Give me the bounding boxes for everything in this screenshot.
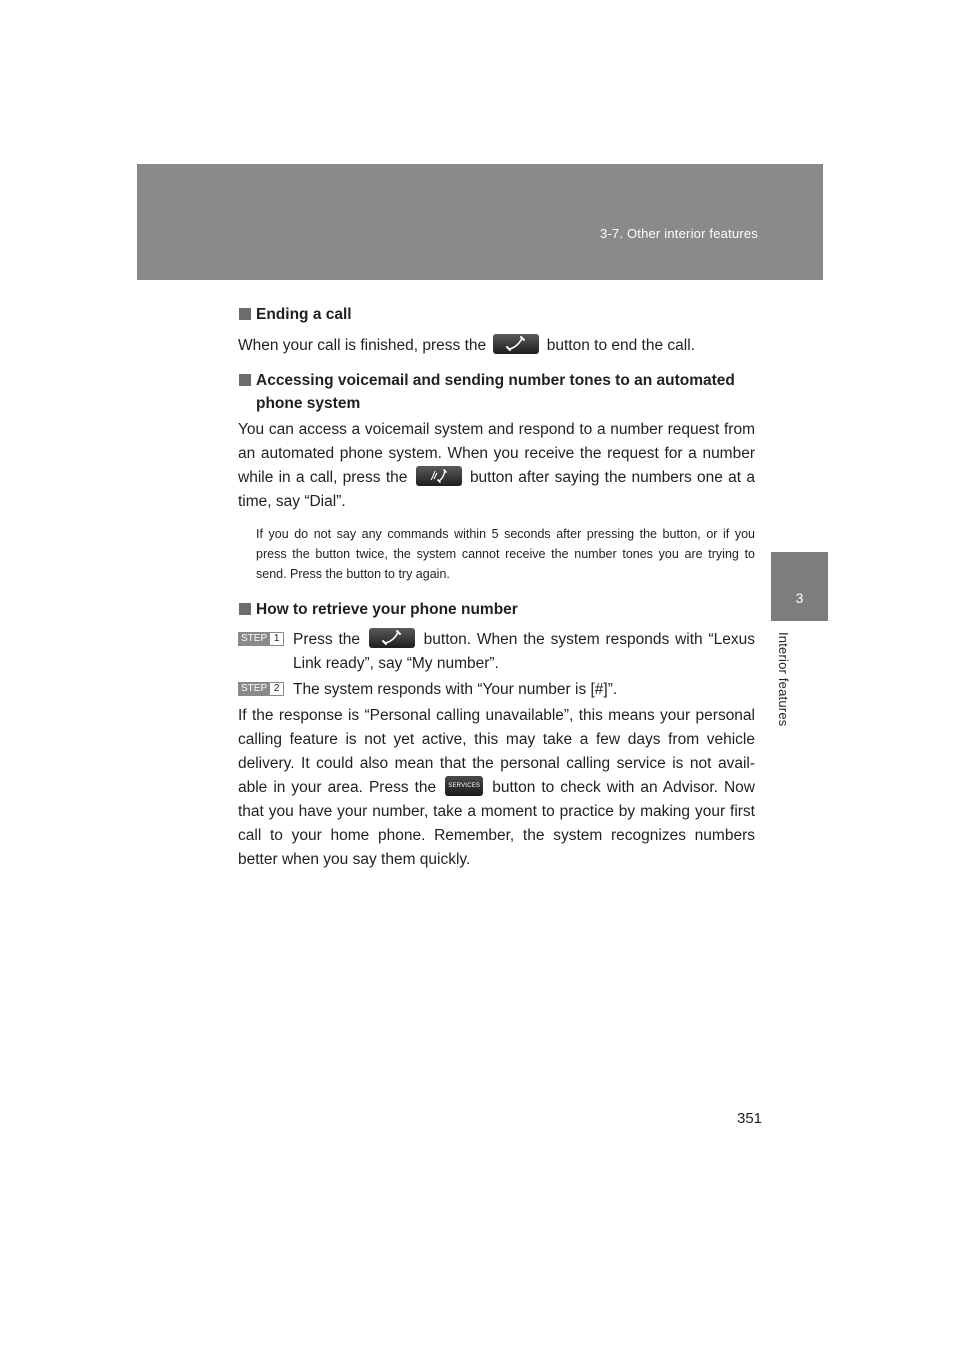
step-word: STEP (241, 683, 268, 694)
services-button-icon: SERVICES (445, 776, 483, 796)
step-word: STEP (241, 633, 268, 644)
paragraph-personal-calling (238, 704, 755, 872)
text-segment: If the response is “Personal calling unavailable”, this means your personal calling feature is not yet active, this may take a few days from vehicle delivery. It could also mean that the personal calling service is not avail- able in your area. Press the (238, 707, 755, 796)
chapter-label: Interior features (776, 632, 791, 727)
voice-talk-icon (416, 466, 462, 486)
chapter-tab (771, 552, 828, 621)
phone-handset-icon (493, 334, 539, 354)
step-number: 2 (269, 682, 284, 696)
text-segment: button to end the call. (546, 337, 695, 354)
section-label: 3-7. Other interior features (599, 226, 758, 241)
heading-voicemail: Accessing voicemail and sending number tones to an automated phone system (238, 369, 755, 415)
text-segment: The system responds with “Your number is [#]”. (293, 681, 618, 698)
text-segment: button after saying the numbers one at a time, say “Dial”. (238, 469, 755, 510)
heading-retrieve-number: How to retrieve your phone number (238, 598, 755, 621)
step-2 (238, 678, 755, 702)
text-segment: Press the (293, 631, 360, 648)
text-segment: button to check with an Advisor. Now that you have your number, take a moment to practice by making your first call to your home phone. Remember, the system recognizes numbers better when you say them quickly. (238, 779, 755, 868)
text-segment: You can access a voicemail system and respond to a number request from an automated phone system. When you receive the request for a number while in a call, press the (238, 421, 755, 486)
header-band (137, 164, 823, 280)
paragraph-ending-call (238, 334, 755, 358)
step-badge (238, 632, 284, 646)
text-segment: When your call is finished, press the (238, 337, 487, 354)
text-segment: button. When the system responds with “Lexus Link ready”, say “My number”. (293, 631, 755, 672)
paragraph-voicemail (238, 418, 755, 514)
phone-handset-icon (369, 628, 415, 648)
step-number: 1 (269, 632, 284, 646)
main-content (238, 303, 755, 872)
heading-ending-call: Ending a call (238, 303, 755, 326)
step-1 (238, 628, 755, 676)
page-number: 351 (737, 1110, 763, 1127)
chapter-number: 3 (795, 590, 804, 606)
note-voicemail: If you do not say any commands within 5 seconds after pressing the button, or if you press the button twice, the system cannot receive the number tones you are trying to send. Press the button to try again. (256, 527, 755, 581)
step-badge (238, 682, 284, 696)
